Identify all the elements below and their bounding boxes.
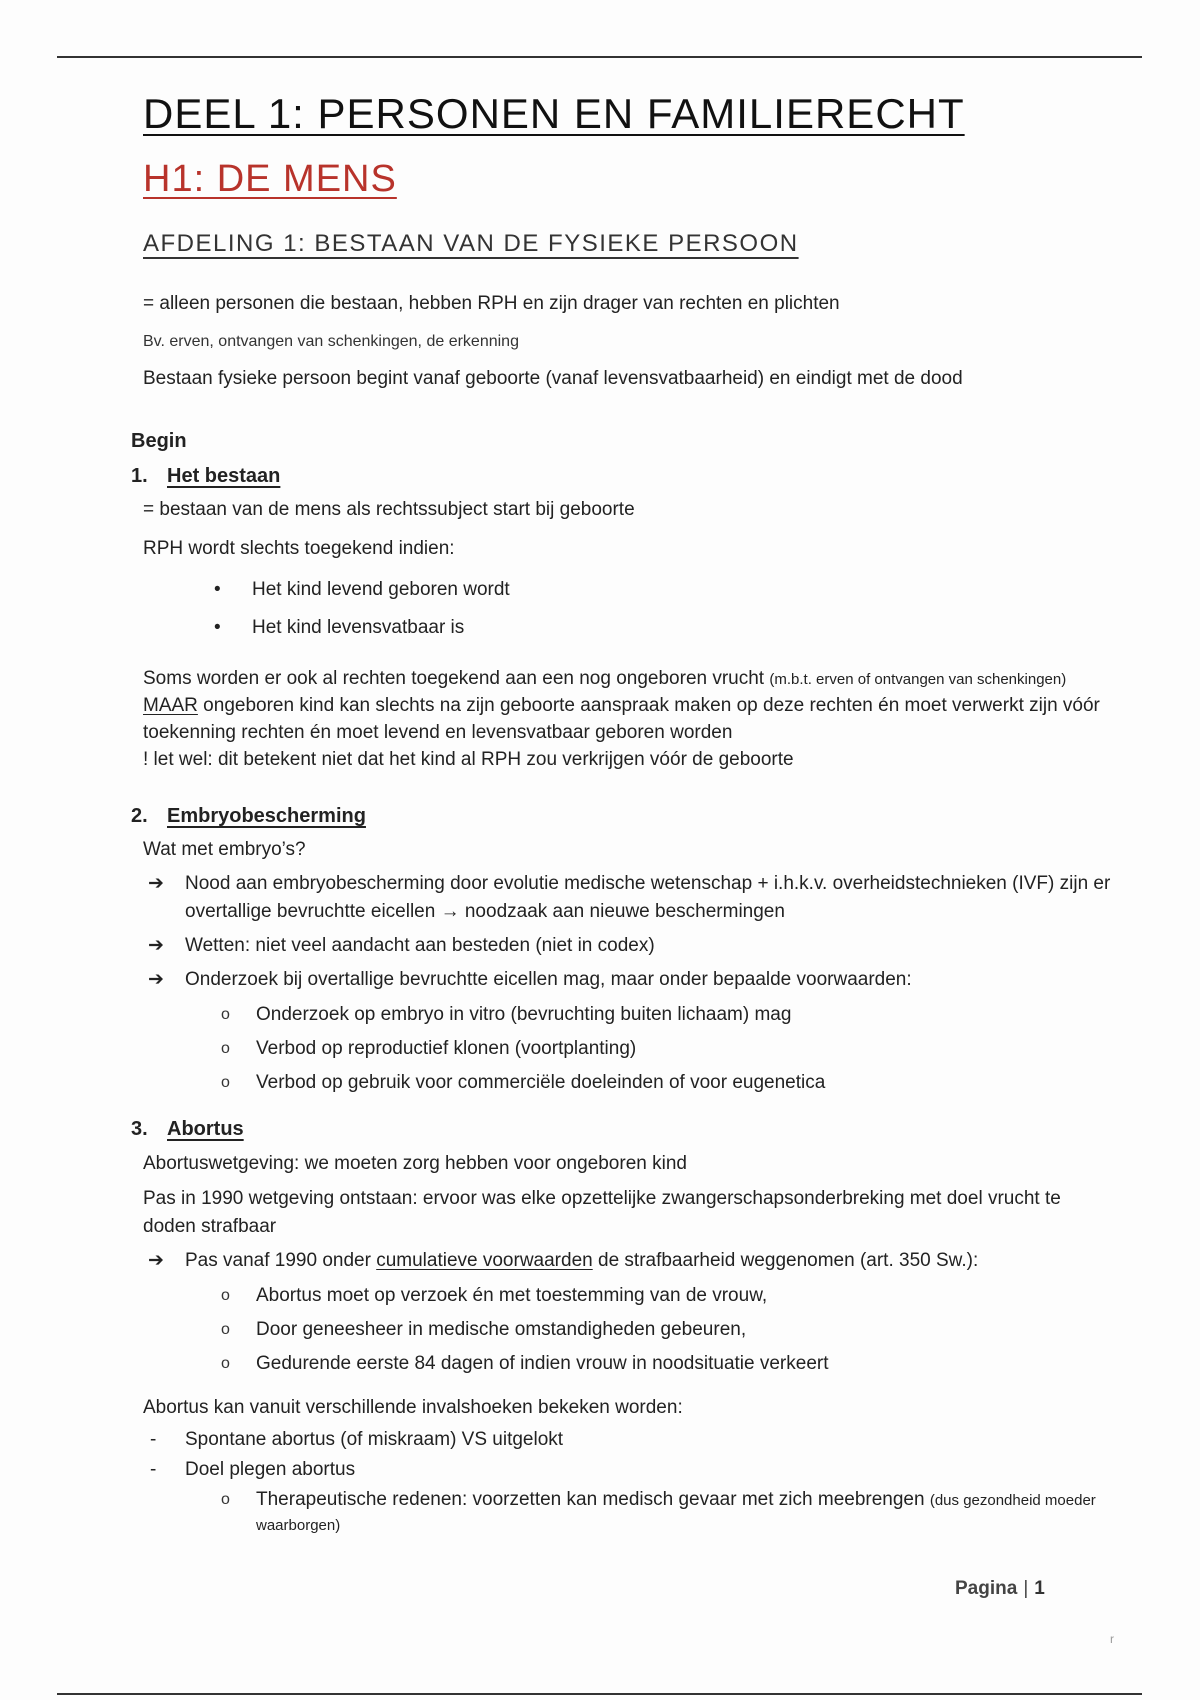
- arrow-icon: ➔: [148, 969, 164, 990]
- dash-item: Doel plegen abortus: [185, 1459, 356, 1480]
- dash-marker: -: [150, 1459, 157, 1480]
- section-3-heading: [131, 1117, 244, 1141]
- section-3-line: Abortuswetgeving: we moeten zorg hebben voor ongeboren kind: [143, 1153, 687, 1174]
- bullet-marker: •: [214, 617, 221, 638]
- sub-item: Verbod op reproductief klonen (voortplanting): [256, 1038, 637, 1059]
- page-label: Pagina: [955, 1578, 1018, 1599]
- sub-item: Onderzoek op embryo in vitro (bevruchting buiten lichaam) mag: [256, 1004, 792, 1025]
- page-number: 1: [1034, 1578, 1045, 1599]
- sub-item-text: Therapeutische redenen: voorzetten kan medisch gevaar met zich meebrengen: [256, 1489, 925, 1510]
- arrow-item: Onderzoek bij overtallige bevruchtte eicellen mag, maar onder bepaalde voorwaarden:: [185, 969, 912, 990]
- section-1-number: 1.: [131, 465, 148, 487]
- section-2-title: Embryobescherming: [167, 805, 366, 827]
- circle-bullet-icon: o: [221, 1355, 230, 1372]
- section-1-line: RPH wordt slechts toegekend indien:: [143, 538, 455, 559]
- top-rule: [57, 56, 1142, 58]
- stray-mark: r: [1110, 1632, 1114, 1646]
- arrow-text: Pas vanaf 1990 onder: [185, 1250, 377, 1271]
- section-2-heading: [131, 804, 366, 828]
- dash-marker: -: [150, 1429, 157, 1450]
- arrow-text: de strafbaarheid weggenomen (art. 350 Sw.):: [592, 1250, 979, 1271]
- dash-item: Spontane abortus (of miskraam) VS uitgelokt: [185, 1429, 564, 1450]
- paragraph-text: Soms worden er ook al rechten toegekend aan een nog ongeboren vrucht: [143, 668, 765, 689]
- arrow-icon: ➔: [148, 1250, 164, 1271]
- arrow-item-continued: overtallige bevruchtte eicellen → noodzaak aan nieuwe beschermingen: [185, 901, 785, 922]
- sub-item: Gedurende eerste 84 dagen of indien vrouw in noodsituatie verkeert: [256, 1353, 829, 1374]
- section-3-line: doden strafbaar: [143, 1216, 277, 1237]
- section-1-paragraph: [143, 667, 1066, 692]
- page-separator: |: [1023, 1578, 1029, 1599]
- part-title: DEEL 1: PERSONEN EN FAMILIERECHT: [143, 90, 965, 137]
- section-1-paragraph: toekenning rechten én moet levend en levensvatbaar geboren worden: [143, 722, 733, 743]
- bullet-marker: •: [214, 579, 221, 600]
- sub-item-note: (dus gezondheid moeder: [929, 1492, 1096, 1509]
- maar-emphasis: MAAR: [143, 695, 198, 716]
- intro-example: Bv. erven, ontvangen van schenkingen, de erkenning: [143, 333, 519, 350]
- circle-bullet-icon: o: [221, 1006, 230, 1023]
- section-1-heading: [131, 464, 280, 488]
- section-3-line: Abortus kan vanuit verschillende invalshoeken bekeken worden:: [143, 1397, 683, 1418]
- sub-item-continued: waarborgen): [256, 1517, 341, 1534]
- page-footer: [955, 1578, 1045, 1600]
- circle-bullet-icon: o: [221, 1074, 230, 1091]
- cumulative-conditions-emphasis: cumulatieve voorwaarden: [376, 1250, 593, 1271]
- intro-summary: Bestaan fysieke persoon begint vanaf geboorte (vanaf levensvatbaarheid) en eindigt met de dood: [143, 368, 963, 389]
- circle-bullet-icon: o: [221, 1040, 230, 1057]
- arrow-icon: ➔: [148, 935, 164, 956]
- arrow-icon: ➔: [148, 873, 164, 894]
- section-1-note: ! let wel: dit betekent niet dat het kind al RPH zou verkrijgen vóór de geboorte: [143, 749, 794, 770]
- section-2-number: 2.: [131, 805, 148, 827]
- section-1-title: Het bestaan: [167, 465, 281, 487]
- intro-definition: = alleen personen die bestaan, hebben RPH en zijn drager van rechten en plichten: [143, 293, 840, 314]
- sub-item: Verbod op gebruik voor commerciële doeleinden of voor eugenetica: [256, 1072, 826, 1093]
- section-3-title: Abortus: [167, 1118, 244, 1140]
- arrow-item: [185, 1249, 978, 1273]
- circle-bullet-icon: o: [221, 1491, 230, 1508]
- sub-item: [256, 1488, 1096, 1513]
- bullet-item: Het kind levend geboren wordt: [252, 579, 510, 600]
- paragraph-note: (m.b.t. erven of ontvangen van schenkingen): [769, 671, 1067, 688]
- bottom-rule: [57, 1693, 1142, 1695]
- section-3-line: Pas in 1990 wetgeving ontstaan: ervoor was elke opzettelijke zwangerschapsonderbreking met doel vrucht te: [143, 1188, 1061, 1209]
- begin-label: Begin: [131, 430, 187, 452]
- paragraph-text: ongeboren kind kan slechts na zijn geboorte aanspraak maken op deze rechten én moet verwerkt zijn vóór: [197, 695, 1100, 716]
- circle-bullet-icon: o: [221, 1287, 230, 1304]
- section-2-question: Wat met embryo’s?: [143, 839, 306, 860]
- arrow-item: Nood aan embryobescherming door evolutie medische wetenschap + i.h.k.v. overheidstechnieken (IVF) zijn er: [185, 873, 1111, 894]
- section-title: AFDELING 1: BESTAAN VAN DE FYSIEKE PERSOON: [143, 230, 799, 257]
- chapter-title: H1: DE MENS: [143, 158, 397, 200]
- sub-item: Abortus moet op verzoek én met toestemming van de vrouw,: [256, 1285, 768, 1306]
- bullet-item: Het kind levensvatbaar is: [252, 617, 465, 638]
- sub-item: Door geneesheer in medische omstandigheden gebeuren,: [256, 1319, 747, 1340]
- section-1-paragraph: [143, 694, 1100, 718]
- section-1-line: = bestaan van de mens als rechtssubject start bij geboorte: [143, 499, 635, 520]
- section-3-number: 3.: [131, 1118, 148, 1140]
- arrow-item: Wetten: niet veel aandacht aan besteden (niet in codex): [185, 935, 655, 956]
- circle-bullet-icon: o: [221, 1321, 230, 1338]
